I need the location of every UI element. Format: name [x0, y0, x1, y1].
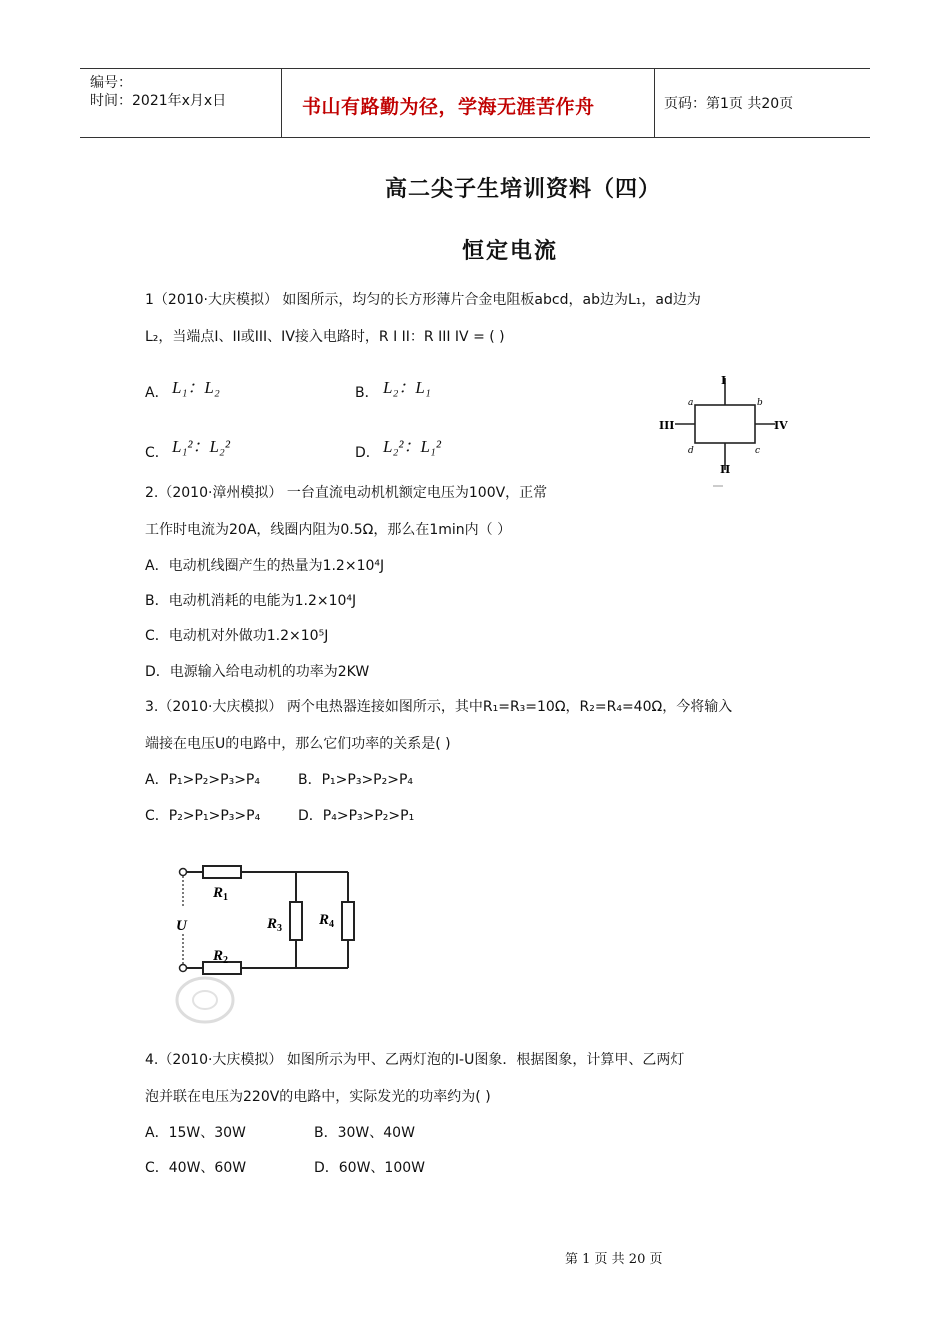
plate-rect: [695, 405, 755, 443]
q3-line1: 3.（2010·大庆模拟） 两个电热器连接如图所示，其中R₁=R₃=10Ω，R₂=R₄=40Ω，今将输入: [145, 699, 733, 715]
q4-line1: 4.（2010·大庆模拟） 如图所示为甲、乙两灯泡的I-U图象．根据图象，计算甲、乙两灯: [145, 1052, 685, 1068]
q3-option-d: D．P₄>P₃>P₂>P₁: [298, 808, 415, 824]
resistor-r3: [290, 902, 302, 940]
q1-option-c: L₁²：L₂²: [172, 437, 230, 456]
q4-option-c: C．40W、60W: [145, 1160, 247, 1176]
input-terminal-top: [180, 869, 187, 876]
page-label: 页码：第1页 共20页: [664, 96, 794, 112]
q2-option-a: A．电动机线圈产生的热量为1.2×10⁴J: [145, 558, 385, 574]
q4-option-b: B．30W、40W: [314, 1125, 415, 1141]
q1-option-a-label: A．: [145, 385, 169, 401]
q3-option-c: C．P₂>P₁>P₃>P₄: [145, 808, 261, 824]
corner-a: a: [688, 398, 694, 408]
q1-resistor-plate-figure: [655, 370, 795, 490]
terminal-left: III: [659, 419, 675, 432]
q1-option-d: L₂²：L₁²: [383, 437, 441, 456]
q1-option-b-label: B．: [355, 385, 379, 401]
terminal-top: I: [721, 374, 727, 387]
q4-line2: 泡并联在电压为220V的电路中，实际发光的功率约为( ): [145, 1089, 491, 1105]
resistor-r1: [203, 866, 241, 878]
q1-option-c-label: C．: [145, 445, 169, 461]
terminal-right: IV: [774, 419, 788, 432]
page-subtitle: 恒定电流: [462, 239, 559, 264]
q3-option-b: B．P₁>P₃>P₂>P₄: [298, 772, 414, 788]
q3-option-a: A．P₁>P₂>P₃>P₄: [145, 772, 260, 788]
corner-d: d: [688, 446, 694, 456]
serial-label: 编号：: [90, 75, 132, 91]
q1-line1: 1（2010·大庆模拟） 如图所示，均匀的长方形薄片合金电阻板abcd，ab边为L₁，ad边为: [145, 292, 701, 308]
q2-option-c: C．电动机对外做功1.2×10⁵J: [145, 628, 329, 644]
watermark-seal: [177, 978, 233, 1022]
header-table: [80, 68, 870, 138]
corner-c: c: [755, 446, 761, 456]
label-r4: $R_4$: [319, 912, 335, 930]
resistor-r4: [342, 902, 354, 940]
label-u: U: [176, 918, 187, 934]
label-r3: $R_3$: [267, 916, 283, 934]
q1-line2: L₂，当端点I、II或III、IV接入电路时，R I II：R III IV = ( ): [145, 329, 505, 345]
page-title: 高二尖子生培训资料（四）: [385, 177, 662, 202]
label-r2: $R_2$: [213, 948, 229, 966]
q4-option-d: D．60W、100W: [314, 1160, 426, 1176]
q3-line2: 端接在电压U的电路中，那么它们功率的关系是( ): [145, 736, 451, 752]
motto: 书山有路勤为径，学海无涯苦作舟: [302, 96, 595, 118]
header-divider-1: [281, 69, 282, 137]
q2-line2: 工作时电流为20A，线圈内阻为0.5Ω，那么在1min内（ ）: [145, 522, 512, 538]
q2-line1: 2.（2010·漳州模拟） 一台直流电动机机额定电压为100V，正常: [145, 485, 548, 501]
terminal-bottom: II: [720, 463, 731, 476]
q1-option-b: L₂：L₁: [383, 378, 431, 397]
label-r1: $R_1$: [213, 885, 229, 903]
q2-option-b: B．电动机消耗的电能为1.2×10⁴J: [145, 593, 357, 609]
q4-option-a: A．15W、30W: [145, 1125, 246, 1141]
q2-option-d: D．电源输入给电动机的功率为2KW: [145, 664, 370, 680]
q1-option-d-label: D．: [355, 445, 380, 461]
input-terminal-bottom: [180, 965, 187, 972]
time-label: 时间：2021年x月x日: [90, 93, 227, 109]
corner-b: b: [757, 398, 763, 408]
header-divider-2: [654, 69, 655, 137]
page-footer: 第 1 页 共 20 页: [565, 1252, 663, 1267]
q3-circuit-diagram: [165, 850, 375, 1035]
q1-option-a: L₁：L₂: [172, 378, 220, 397]
